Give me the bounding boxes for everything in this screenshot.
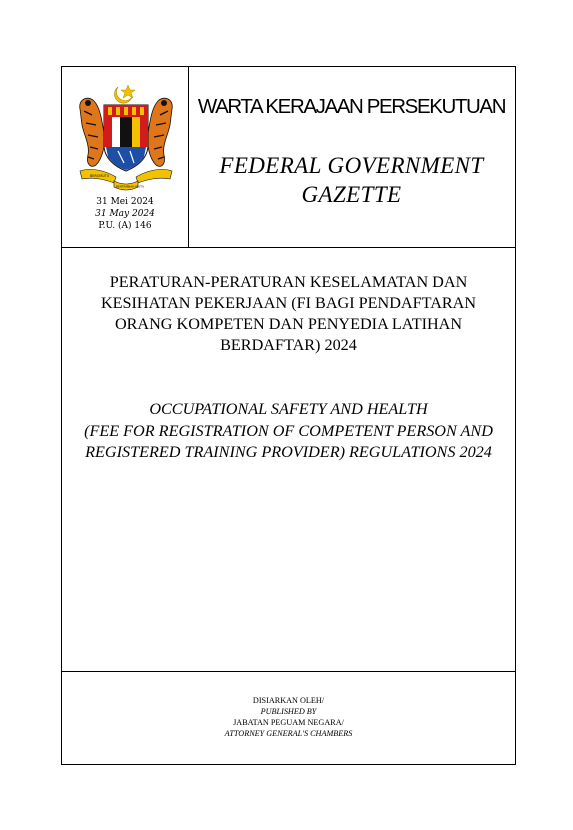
regulation-title-section: [62, 248, 515, 672]
regulation-title-english-line: (FEE FOR REGISTRATION OF COMPETENT PERSON AND: [84, 421, 493, 440]
crest-motto-right: BERTAMBAH MUTU: [116, 184, 145, 189]
gazette-header: [62, 67, 515, 248]
regulation-title-english: [68, 399, 509, 464]
publisher-malay: JABATAN PEGUAM NEGARA/: [233, 718, 344, 727]
gazette-title-english-line: GAZETTE: [301, 182, 402, 207]
publisher-english: ATTORNEY GENERAL'S CHAMBERS: [224, 729, 353, 738]
date-english: 31 May 2024: [95, 209, 155, 219]
regulation-title-malay-line: PERATURAN-PERATURAN KESELAMATAN DAN: [109, 273, 468, 291]
regulation-title-malay: [72, 272, 505, 356]
gazette-title-malay: WARTA KERAJAAN PERSEKUTUAN: [197, 95, 506, 118]
gazette-cover-frame: [61, 66, 516, 765]
regulation-title-english-line: REGISTERED TRAINING PROVIDER) REGULATIONS 2024: [85, 443, 492, 461]
published-by-english: PUBLISHED BY: [260, 707, 317, 716]
crest-cell: [62, 67, 189, 247]
publication-reference: P.U. (A) 146: [98, 221, 152, 231]
crest-motto-left: BERSEKUTU: [90, 174, 110, 178]
malaysia-coat-of-arms-icon: [74, 81, 178, 193]
publisher-footer: [62, 672, 515, 764]
date-malay: 31 Mei 2024: [96, 197, 154, 207]
regulation-title-malay-line: BERDAFTAR) 2024: [220, 336, 357, 354]
published-by-malay: DISIARKAN OLEH/: [252, 696, 325, 705]
gazette-title-english-line: FEDERAL GOVERNMENT: [219, 153, 484, 178]
regulation-title-english-line: OCCUPATIONAL SAFETY AND HEALTH: [149, 400, 428, 418]
regulation-title-malay-line: KESIHATAN PEKERJAAN (FI BAGI PENDAFTARAN: [100, 294, 477, 312]
regulation-title-malay-line: ORANG KOMPETEN DAN PENYEDIA LATIHAN: [114, 315, 463, 333]
publisher-block: [62, 695, 515, 739]
gazette-title-english: [188, 151, 515, 209]
issue-dates: [62, 196, 188, 232]
